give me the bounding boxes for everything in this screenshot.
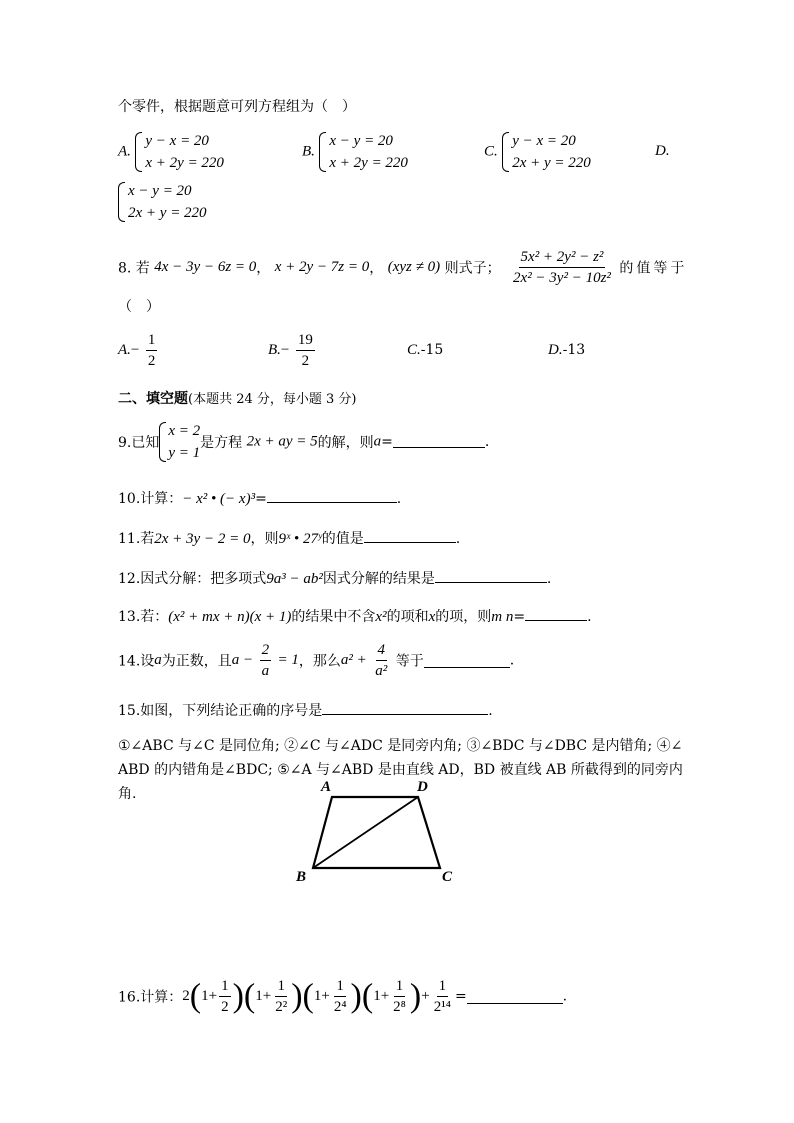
q14: 14.设a为正数，且a − $\frac{2}{a}$ = 1，那么a² + $\frac{4}{\text{a²}}$ 等于 .: [118, 642, 515, 679]
q8-option-b[interactable]: B.− $\frac{19}{2}$: [268, 332, 313, 369]
q11: 11.若2x + 3y − 2 = 0，则9ˣ • 27ʸ的值是 .: [118, 531, 461, 547]
q12-answer-blank[interactable]: [435, 581, 547, 583]
q8-option-d[interactable]: D.-13: [548, 342, 586, 358]
q16-answer-blank[interactable]: [467, 1002, 563, 1004]
q15-answer-blank[interactable]: [322, 713, 488, 715]
label-b: B: [296, 869, 307, 885]
q7-option-d-label[interactable]: D.: [655, 143, 670, 159]
q10: 10.计算：− x² • (− x)³= .: [118, 491, 402, 507]
q8-option-c[interactable]: C.-15: [407, 342, 444, 358]
q7-option-a-label: A.: [118, 143, 131, 160]
q7-option-b[interactable]: [302, 130, 408, 174]
q15-stem: 15.如图，下列结论正确的序号是 .: [118, 703, 493, 719]
q7-option-a[interactable]: [118, 130, 224, 174]
q7-option-a-system: y − x = 20 x + 2y = 220: [135, 130, 224, 174]
q13: 13.若：(x² + mx + n)(x + 1)的结果中不含x²的项和x的项，则m n= .: [118, 609, 592, 625]
q9-answer-blank[interactable]: [393, 446, 485, 448]
q7-option-b-label: B.: [302, 143, 315, 160]
q8-stem: 8. 若 4x − 3y − 6z = 0， x + 2y − 7z = 0， (xyz ≠ 0) 则式子； $\frac{\text{5x² + 2y² − z²}}{\text{2x² − 3y² − 10z²}}$ 的值等于: [118, 249, 688, 286]
section2-heading: 二、填空题(本题共 24 分，每小题 3 分): [118, 391, 357, 407]
q7-option-c-system: y − x = 20 2x + y = 220: [502, 130, 591, 174]
q11-answer-blank[interactable]: [364, 541, 456, 543]
q13-answer-blank[interactable]: [525, 619, 587, 621]
q16: 16.计算：2(1+ $\frac{1}{2}$ )(1+ $\frac{1}{\text{2²}}$ )(1+ $\frac{1}{\text{2⁴}}$ )(1+ $\frac{1}{\text{2⁸}}$ )+ $\frac{1}{\text{2¹⁴}}$ = .: [118, 977, 568, 1015]
q7-option-c-label: C.: [484, 143, 498, 160]
q10-answer-blank[interactable]: [267, 501, 397, 503]
q15-statements: ①∠ABC 与∠C 是同位角; ②∠C 与∠ADC 是同旁内角; ③∠BDC 与∠DBC 是内错角; ④∠ ABD 的内错角是∠BDC; ⑤∠A 与∠ABD 是由直线 AD，BD 被直线 AB 所截得到的同旁内 角.: [118, 738, 683, 802]
q8-option-a[interactable]: A.− $\frac{1}{2}$: [118, 332, 156, 369]
trapezoid-figure: [290, 776, 470, 888]
q9: 9.已知x = 2 y = 1是方程 2x + ay = 5的解，则a= .: [118, 420, 489, 464]
q8-paren: （ ）: [118, 299, 160, 315]
q12: 12.因式分解：把多项式9a³ − ab²因式分解的结果是 .: [118, 571, 552, 587]
q14-answer-blank[interactable]: [424, 666, 510, 668]
label-d: D: [417, 779, 428, 795]
q7-stem-tail: 个零件，根据题意可列方程组为（ ）: [118, 99, 356, 115]
q7-option-c[interactable]: [484, 130, 591, 174]
q8-fraction: $\frac{\text{5x² + 2y² − z²}}{\text{2x² − 3y² − 10z²}}$: [513, 249, 611, 286]
q7-option-d-system: x − y = 20 2x + y = 220: [118, 180, 207, 224]
q7-option-b-system: x − y = 20 x + 2y = 220: [319, 130, 408, 174]
label-c: C: [442, 869, 453, 885]
label-a: A: [321, 779, 332, 795]
